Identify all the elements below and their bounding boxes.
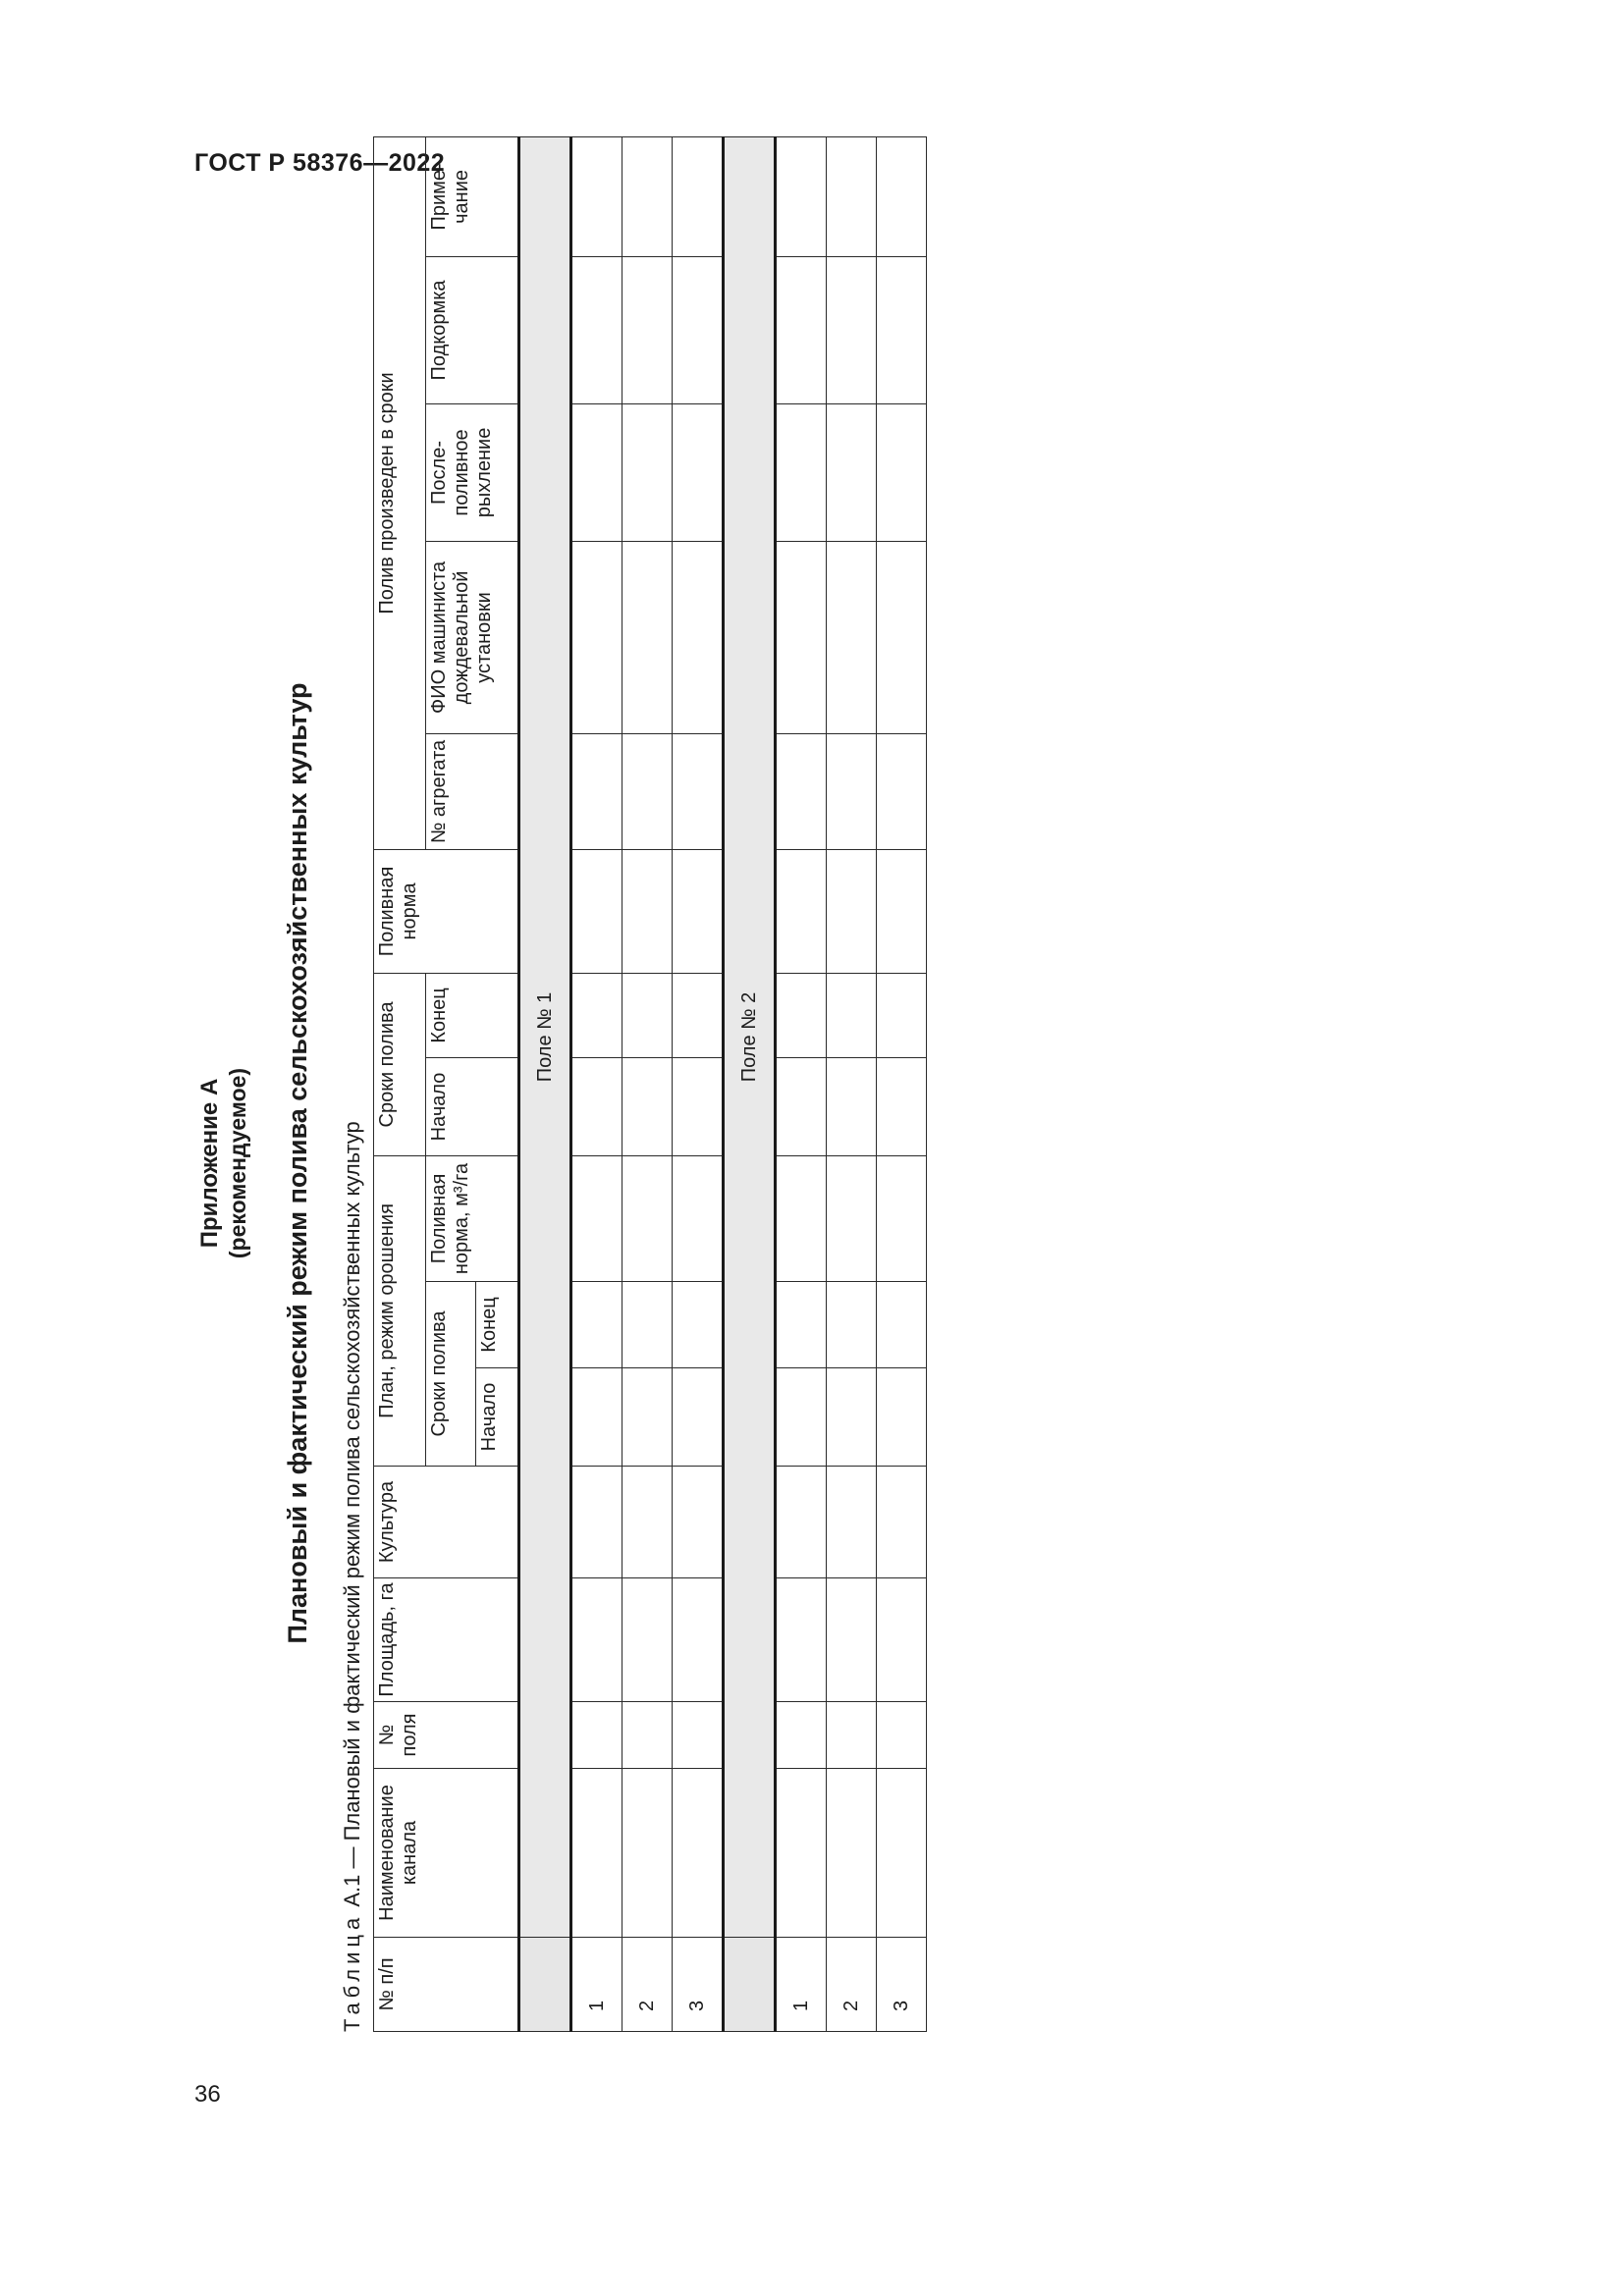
header-terms: Сроки полива xyxy=(374,973,426,1155)
header-area: Площадь, га xyxy=(374,1578,519,1702)
irrigation-table xyxy=(373,136,927,2032)
header-unit-no: № агрегата xyxy=(426,733,519,849)
section-cell xyxy=(724,1938,776,2032)
header-note: Приме-чание xyxy=(426,136,519,256)
table-row xyxy=(571,136,623,2031)
annex-title: Приложение А xyxy=(196,1078,223,1249)
section-title: Поле № 2 xyxy=(724,136,776,1937)
header-done: Полив произведен в сроки xyxy=(374,136,426,849)
table-caption-prefix: Таблица xyxy=(340,1912,364,2032)
header-num: № п/п xyxy=(374,1938,519,2032)
header-norm: Поливная норма xyxy=(374,849,519,973)
header-plan-terms: Сроки полива xyxy=(426,1282,476,1467)
table-caption-text: А.1 — Плановый и фактический режим полива сельскохозяйственных культур xyxy=(340,1121,364,1913)
row-number: 1 xyxy=(571,1938,623,2032)
header-plan-end: Конец xyxy=(476,1282,519,1368)
header-crop: Культура xyxy=(374,1467,519,1578)
table-row xyxy=(877,136,927,2031)
row-number: 2 xyxy=(827,1938,877,2032)
header-feeding: Подкормка xyxy=(426,256,519,403)
table-row xyxy=(827,136,877,2031)
rotated-content xyxy=(196,163,943,2091)
section-title: Поле № 1 xyxy=(519,136,571,1937)
table-row xyxy=(776,136,827,2031)
header-start: Начало xyxy=(426,1057,519,1155)
header-plan: План, режим орошения xyxy=(374,1155,426,1466)
annex-status: (рекомендуемое) xyxy=(225,1067,250,1259)
annex-heading xyxy=(196,236,251,2091)
section-cell xyxy=(519,1938,571,2032)
header-canal: Наименование канала xyxy=(374,1769,519,1938)
page-number: 36 xyxy=(194,2081,221,2108)
table-row xyxy=(623,136,673,2031)
row-number: 2 xyxy=(623,1938,673,2032)
row-number: 3 xyxy=(673,1938,724,2032)
table-caption xyxy=(340,1121,365,2032)
header-operator: ФИО машиниста дождевальной установки xyxy=(426,541,519,733)
header-plan-norm: Поливная норма, м³/га xyxy=(426,1155,519,1281)
header-end: Конец xyxy=(426,973,519,1057)
section-row-field-1 xyxy=(519,136,571,2031)
table-row xyxy=(673,136,724,2031)
section-row-field-2 xyxy=(724,136,776,2031)
header-loosening: После-поливное рыхление xyxy=(426,403,519,541)
annex-main-title: Плановый и фактический режим полива сельскохозяйственных культур xyxy=(283,682,312,1644)
document-header: ГОСТ Р 58376—2022 xyxy=(194,149,446,177)
row-number: 3 xyxy=(877,1938,927,2032)
header-field-no: № поля xyxy=(374,1702,519,1769)
header-plan-start: Начало xyxy=(476,1368,519,1467)
row-number: 1 xyxy=(776,1938,827,2032)
